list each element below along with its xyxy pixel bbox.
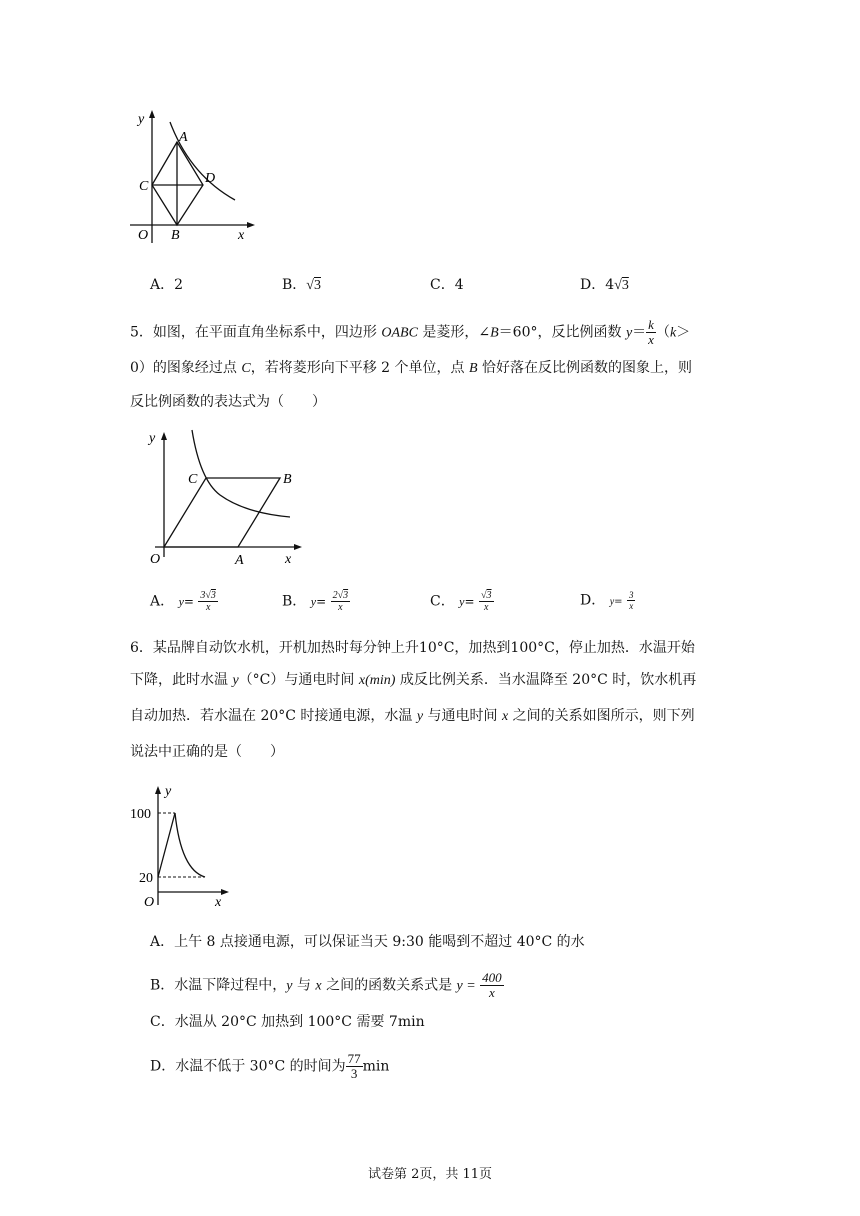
q6-line-1: 6．某品牌自动饮水机，开机加热时每分钟上升10°C，加热到100°C，停止加热．水温开始 <box>130 640 695 656</box>
q4-option-c[interactable]: C．4 <box>430 277 464 293</box>
q6-option-c[interactable]: C．水温从 20°C 加热到 100°C 需要 7min <box>150 1014 425 1030</box>
q6-line-3: 自动加热．若水温在 20°C 时接通电源，水温 y 与通电时间 x 之间的关系如图所示，则下列 <box>130 708 695 724</box>
q6-line-4: 说法中正确的是（ ） <box>130 744 284 760</box>
q6-cooling-curve <box>175 813 205 877</box>
q5-label-x: x <box>285 552 292 567</box>
q5-line-3: 反比例函数的表达式为（ ） <box>130 394 326 410</box>
q5-figure <box>140 425 305 570</box>
q4-label-b: B <box>171 228 180 243</box>
q4-label-a: A <box>179 130 188 145</box>
q6-label-20: 20 <box>139 871 153 886</box>
q5-label-c: C <box>188 472 198 487</box>
q5-curve <box>192 430 290 517</box>
q6-figure <box>125 780 235 910</box>
q6-option-a[interactable]: A．上午 8 点接通电源，可以保证当天 9:30 能喝到不超过 40°C 的水 <box>150 934 585 950</box>
q5-option-d[interactable]: D． y= $\frac{3}{x}$ <box>580 590 634 611</box>
page-footer: 试卷第 2页，共 11页 <box>367 1167 493 1182</box>
q5-option-b[interactable]: B． y= $\frac{2√3}{x}$ <box>282 590 349 613</box>
q6-label-100: 100 <box>130 807 151 822</box>
q5-line-2: 0）的图象经过点 C，若将菱形向下平移 2 个单位，点 B 恰好落在反比例函数的图象上，则 <box>130 360 692 376</box>
q4-option-a[interactable]: A．2 <box>150 277 184 293</box>
q4-label-y: y <box>138 112 145 127</box>
q5-label-y: y <box>149 431 156 446</box>
q5-option-c[interactable]: C． y= $\frac{√3}{x}$ <box>430 590 492 613</box>
q6-line-2: 下降，此时水温 y（°C）与通电时间 x(min) 成反比例关系．当水温降至 20°C 时，饮水机再 <box>130 672 697 688</box>
q5-label-b: B <box>283 472 292 487</box>
q5-line-1: 5．如图，在平面直角坐标系中，四边形 OABC 是菱形，∠B＝60°，反比例函数 y＝ $\frac{k}{x}$ （k＞ <box>130 317 691 347</box>
q6-option-b[interactable]: B．水温下降过程中，y 与 x 之间的函数关系式是 y = $\frac{400}{x}$ <box>150 970 502 1000</box>
q6-label-y: y <box>165 784 172 799</box>
q5-option-a[interactable]: A． y= $\frac{3√3}{x}$ <box>150 590 216 613</box>
q4-option-b[interactable]: B．√3 <box>282 277 321 293</box>
q4-label-d: D <box>205 171 216 186</box>
q6-label-o: O <box>144 895 155 910</box>
q6-heating-line <box>158 813 175 877</box>
q4-figure <box>120 105 260 245</box>
q4-label-o: O <box>138 228 149 243</box>
q4-label-x: x <box>238 228 245 243</box>
q5-label-a: A <box>235 553 244 568</box>
q6-option-d[interactable]: D．水温不低于 30°C 的时间为 $\frac{77}{3}$ min <box>150 1051 390 1081</box>
q4-option-d[interactable]: D．4√3 <box>580 277 629 293</box>
q5-label-o: O <box>150 552 161 567</box>
q4-label-c: C <box>139 179 149 194</box>
q6-label-x: x <box>215 895 222 910</box>
